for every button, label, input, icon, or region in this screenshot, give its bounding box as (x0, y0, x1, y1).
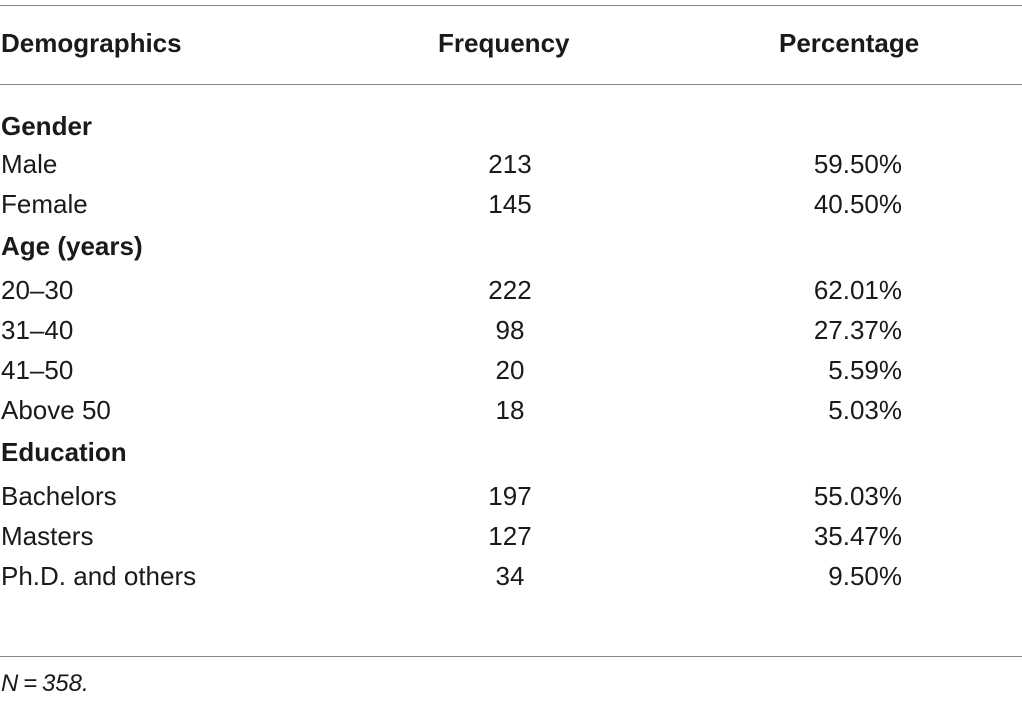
table-row (0, 312, 1022, 352)
row-frequency: 222 (488, 275, 532, 305)
row-label: Bachelors (1, 481, 117, 511)
row-percentage: 40.50% (813, 189, 902, 219)
table-row (0, 518, 1022, 558)
row-frequency: 20 (495, 355, 525, 385)
table-row (0, 146, 1022, 186)
table-row (0, 272, 1022, 312)
table-header (0, 28, 1022, 64)
row-percentage: 5.03% (828, 395, 902, 425)
row-frequency: 145 (488, 189, 532, 219)
row-label: Masters (1, 521, 94, 551)
header-bottom-rule (0, 84, 1022, 85)
table-footnote: N = 358. (1, 670, 89, 697)
table-bottom-rule (0, 656, 1022, 657)
row-percentage: 5.59% (828, 355, 902, 385)
group-heading-gender (0, 108, 1022, 146)
table-row (0, 558, 1022, 598)
table-top-rule (0, 5, 1022, 6)
row-label: Female (1, 189, 88, 219)
row-percentage: 59.50% (813, 149, 902, 179)
row-percentage: 9.50% (828, 561, 902, 591)
group-heading-age (0, 226, 1022, 272)
row-frequency: 213 (488, 149, 532, 179)
group-title: Gender (1, 111, 93, 141)
table-row (0, 186, 1022, 226)
group-title: Education (1, 437, 127, 467)
row-frequency: 197 (488, 481, 532, 511)
table-row (0, 392, 1022, 432)
header-frequency: Frequency (438, 28, 570, 58)
row-label: 20–30 (1, 275, 74, 305)
row-percentage: 27.37% (813, 315, 902, 345)
row-percentage: 62.01% (813, 275, 902, 305)
row-frequency: 18 (495, 395, 525, 425)
table-row (0, 478, 1022, 518)
row-frequency: 127 (488, 521, 532, 551)
row-percentage: 35.47% (813, 521, 902, 551)
row-label: Above 50 (1, 395, 111, 425)
row-label: 31–40 (1, 315, 74, 345)
header-demographics: Demographics (1, 28, 182, 58)
row-percentage: 55.03% (813, 481, 902, 511)
table-body (0, 108, 1022, 598)
row-label: 41–50 (1, 355, 74, 385)
row-label: Ph.D. and others (1, 561, 197, 591)
row-frequency: 98 (495, 315, 525, 345)
row-label: Male (1, 149, 58, 179)
header-percentage: Percentage (779, 28, 920, 58)
group-title: Age (years) (1, 231, 143, 261)
table-row (0, 352, 1022, 392)
group-heading-education (0, 432, 1022, 478)
row-frequency: 34 (495, 561, 525, 591)
